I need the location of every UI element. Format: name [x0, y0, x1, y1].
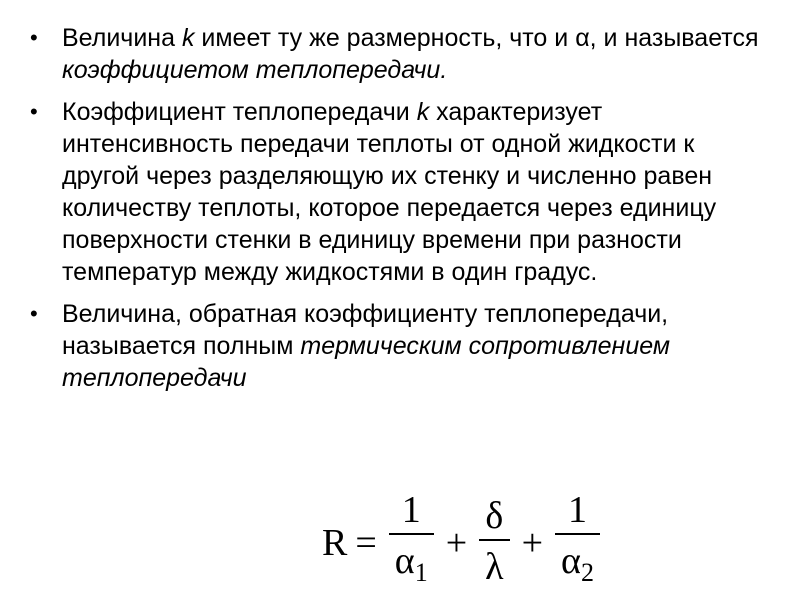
- bullet-item-1: [30, 22, 775, 86]
- fraction-3-denominator-symbol: α: [561, 540, 581, 582]
- bullet-item-3: [30, 298, 775, 394]
- formula-equals-sign: =: [355, 522, 377, 564]
- fraction-1-denominator: [389, 535, 434, 599]
- bullet-text-segment: Величина: [62, 24, 182, 52]
- formula-plus-sign-2: +: [521, 522, 544, 564]
- bullet-text-segment: Коэффициент теплопередачи: [62, 98, 417, 126]
- fraction-1: [389, 487, 434, 599]
- fraction-1-numerator: 1: [401, 489, 421, 531]
- bullet-text-segment: коэффициетом теплопередачи.: [62, 56, 448, 84]
- fraction-1-subscript: 1: [414, 558, 428, 587]
- fraction-2-denominator-symbol: λ: [485, 546, 504, 588]
- formula-lhs: R: [322, 522, 348, 564]
- bullet-text-segment: имеет ту же размерность, что и α, и называется: [194, 24, 759, 52]
- formula-plus-sign-1: +: [445, 522, 468, 564]
- fraction-3-numerator: 1: [567, 489, 587, 531]
- bullet-text-segment: термическим сопротивлением теплопередачи: [62, 332, 670, 392]
- fraction-2-denominator: [479, 541, 509, 593]
- bullet-marker: •: [30, 301, 38, 326]
- bullet-marker: •: [30, 99, 38, 124]
- bullet-list: [30, 22, 775, 404]
- bullet-marker: •: [30, 25, 38, 50]
- bullet-text-segment: характеризует интенсивность передачи теплоты от одной жидкости к другой через разделяющую их стенку и численно равен количеству теплоты, которое передается через единицу поверхности стенки в единицу времени при разности температур между жидкостями в один градус.: [62, 98, 717, 286]
- bullet-text-segment: Величина, обратная коэффициенту теплопередачи, называется полным: [62, 300, 669, 360]
- bullet-text-segment: k: [416, 98, 430, 126]
- fraction-2: [479, 493, 509, 593]
- fraction-2-numerator: δ: [485, 495, 504, 537]
- fraction-1-denominator-symbol: α: [394, 540, 415, 582]
- thermal-resistance-formula: [322, 488, 604, 598]
- bullet-text-segment: k: [181, 24, 195, 52]
- fraction-3-subscript: 2: [580, 558, 594, 587]
- bullet-item-2: [30, 96, 775, 288]
- fraction-3-denominator: [555, 535, 600, 599]
- fraction-3: [555, 487, 600, 599]
